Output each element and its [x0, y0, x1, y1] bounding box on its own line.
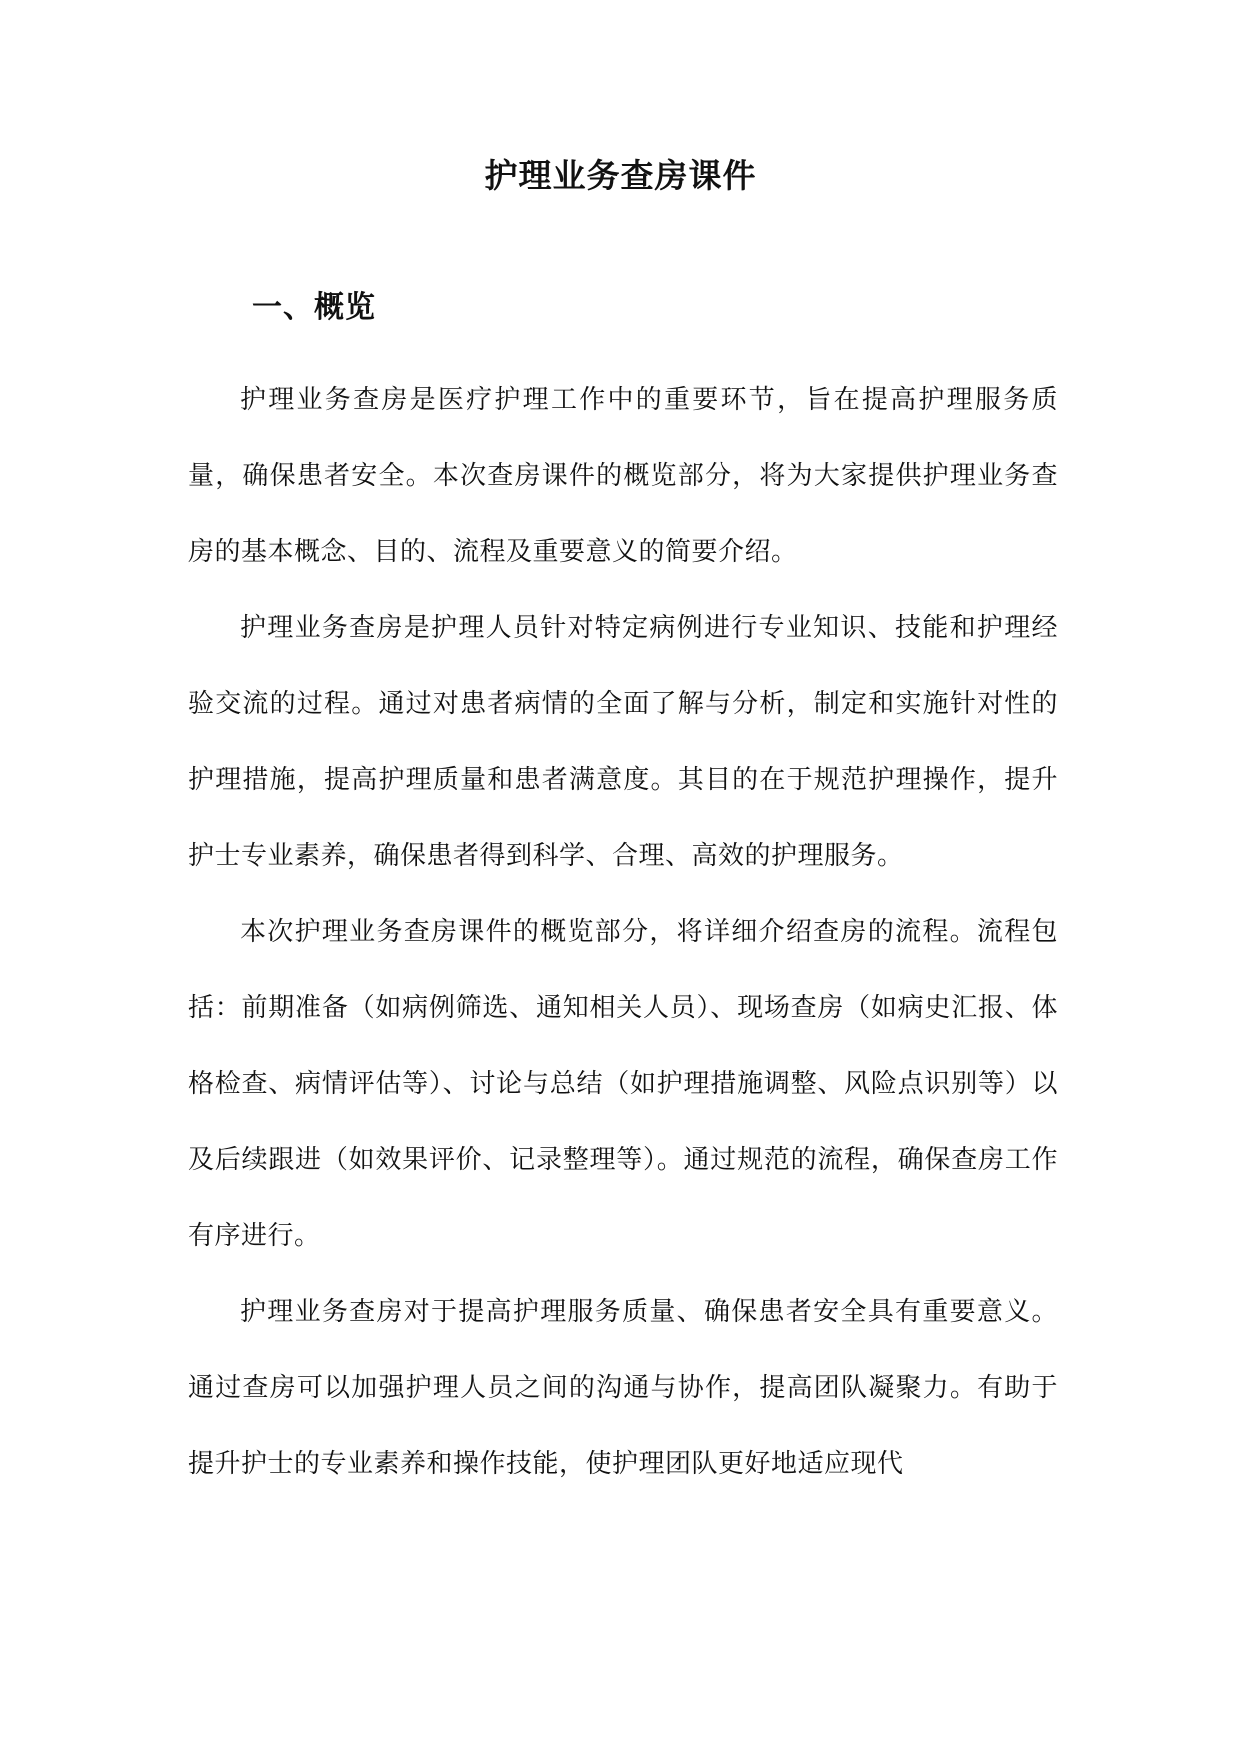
section-heading-overview: 一、概览 [252, 290, 376, 325]
paragraph-4: 护理业务查房对于提高护理服务质量、确保患者安全具有重要意义。通过查房可以加强护理人员之间的沟通与协作，提高团队凝聚力。有助于提升护士的专业素养和操作技能，使护理团队更好地适应现代 [188, 1297, 1058, 1479]
document-title: 护理业务查房课件 [484, 156, 757, 195]
paragraph-2: 护理业务查房是护理人员针对特定病例进行专业知识、技能和护理经验交流的过程。通过对患者病情的全面了解与分析，制定和实施针对性的护理措施，提高护理质量和患者满意度。其目的在于规范护理操作，提升护士专业素养，确保患者得到科学、合理、高效的护理服务。 [188, 613, 1058, 871]
body-text [188, 362, 1058, 1502]
paragraph-3: 本次护理业务查房课件的概览部分，将详细介绍查房的流程。流程包括：前期准备（如病例筛选、通知相关人员）、现场查房（如病史汇报、体格检查、病情评估等）、讨论与总结（如护理措施调整、风险点识别等）以及后续跟进（如效果评价、记录整理等）。通过规范的流程，确保查房工作有序进行。 [188, 917, 1058, 1251]
paragraph-1: 护理业务查房是医疗护理工作中的重要环节，旨在提高护理服务质量，确保患者安全。本次查房课件的概览部分，将为大家提供护理业务查房的基本概念、目的、流程及重要意义的简要介绍。 [188, 385, 1058, 567]
